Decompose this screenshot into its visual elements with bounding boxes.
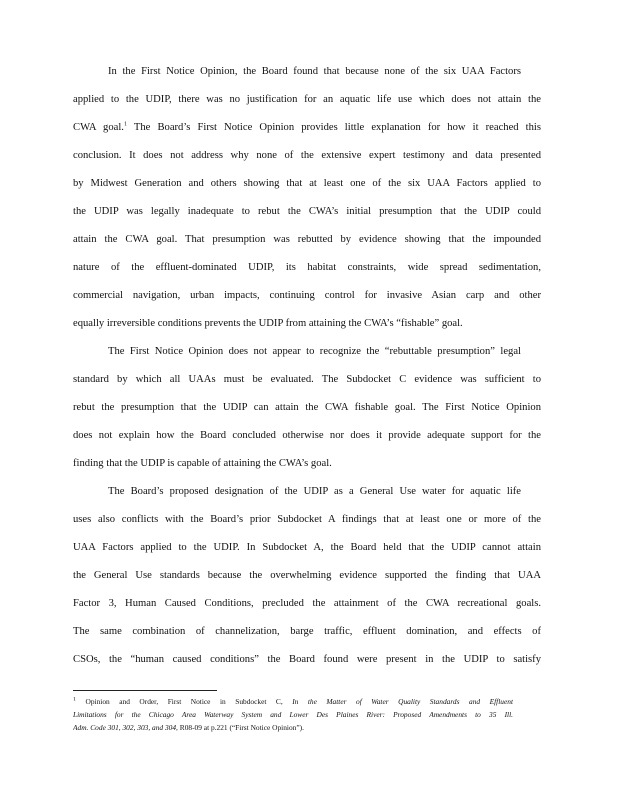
footnote-line-1-text: Opinion and Order, First Notice in Subdocket C,	[85, 697, 283, 706]
footnote-number: 1	[73, 697, 76, 703]
paragraph-3-line-4: the General Use standards because the overwhelming evidence supported the finding that UAA	[73, 570, 541, 581]
paragraph-2-line-3: rebut the presumption that the UDIP can attain the CWA fishable goal. The First Notice Opinion	[73, 402, 541, 413]
paragraph-1-line-3-start: CWA goal.	[73, 122, 124, 133]
paragraph-2-line-4: does not explain how the Board concluded otherwise nor does it provide adequate support for the	[73, 430, 541, 441]
footnote-line-3-citation: Adm. Code 301, 302, 303, and 304,	[73, 723, 178, 732]
paragraph-3-line-1: The Board’s proposed designation of the UDIP as a General Use water for aquatic life	[108, 486, 521, 497]
paragraph-3-line-6: The same combination of channelization, barge traffic, effluent domination, and effects of	[73, 626, 541, 637]
paragraph-1-line-5: by Midwest Generation and others showing that at least one of the six UAA Factors applied to	[73, 178, 541, 189]
footnote-line-2	[73, 710, 513, 720]
paragraph-1-line-9: commercial navigation, urban impacts, continuing control for invasive Asian carp and other	[73, 290, 541, 301]
footnote-reference[interactable]: 1	[123, 121, 127, 128]
paragraph-1-line-6: the UDIP was legally inadequate to rebut the CWA’s initial presumption that the UDIP could	[73, 206, 541, 217]
paragraph-1-line-4: conclusion. It does not address why none of the extensive expert testimony and data presented	[73, 150, 541, 161]
paragraph-1-line-2: applied to the UDIP, there was no justification for an aquatic life use which does not attain the	[73, 94, 541, 105]
paragraph-3-line-7: CSOs, the “human caused conditions” the Board found were present in the UDIP to satisfy	[73, 654, 541, 665]
paragraph-3-line-3: UAA Factors applied to the UDIP. In Subdocket A, the Board held that the UDIP cannot attain	[73, 542, 541, 553]
paragraph-1-line-3	[73, 121, 541, 135]
footnote-divider	[73, 690, 217, 691]
paragraph-1-line-8: nature of the effluent-dominated UDIP, its habitat constraints, wide spread sedimentation,	[73, 262, 541, 273]
paragraph-2-line-5: finding that the UDIP is capable of attaining the CWA’s goal.	[73, 458, 332, 469]
footnote-line-2-case-title: Limitations for the Chicago Area Waterway System and Lower Des Plaines River: Proposed Amendments to 35 Ill.	[73, 710, 513, 719]
footnote-line-1-case-title: In the Matter of Water Quality Standards and Effluent	[292, 697, 513, 706]
paragraph-2-line-2: standard by which all UAAs must be evaluated. The Subdocket C evidence was sufficient to	[73, 374, 541, 385]
paragraph-1-line-1: In the First Notice Opinion, the Board found that because none of the six UAA Factors	[108, 66, 521, 77]
paragraph-2-line-1: The First Notice Opinion does not appear to recognize the “rebuttable presumption” legal	[108, 346, 521, 357]
paragraph-1-line-7: attain the CWA goal. That presumption was rebutted by evidence showing that the impounded	[73, 234, 541, 245]
footnote-line-3-reference: R08-09 at p.221 (“First Notice Opinion”).	[179, 723, 304, 732]
paragraph-1-line-3-end: The Board’s First Notice Opinion provides little explanation for how it reached this	[133, 122, 541, 133]
paragraph-3-line-5: Factor 3, Human Caused Conditions, precluded the attainment of the CWA recreational goals.	[73, 598, 541, 609]
footnote-line-3	[73, 723, 513, 733]
paragraph-3-line-2: uses also conflicts with the Board’s prior Subdocket A findings that at least one or more of the	[73, 514, 541, 525]
paragraph-1-line-10: equally irreversible conditions prevents the UDIP from attaining the CWA’s “fishable” goal.	[73, 318, 463, 329]
footnote-line-1	[73, 697, 513, 707]
